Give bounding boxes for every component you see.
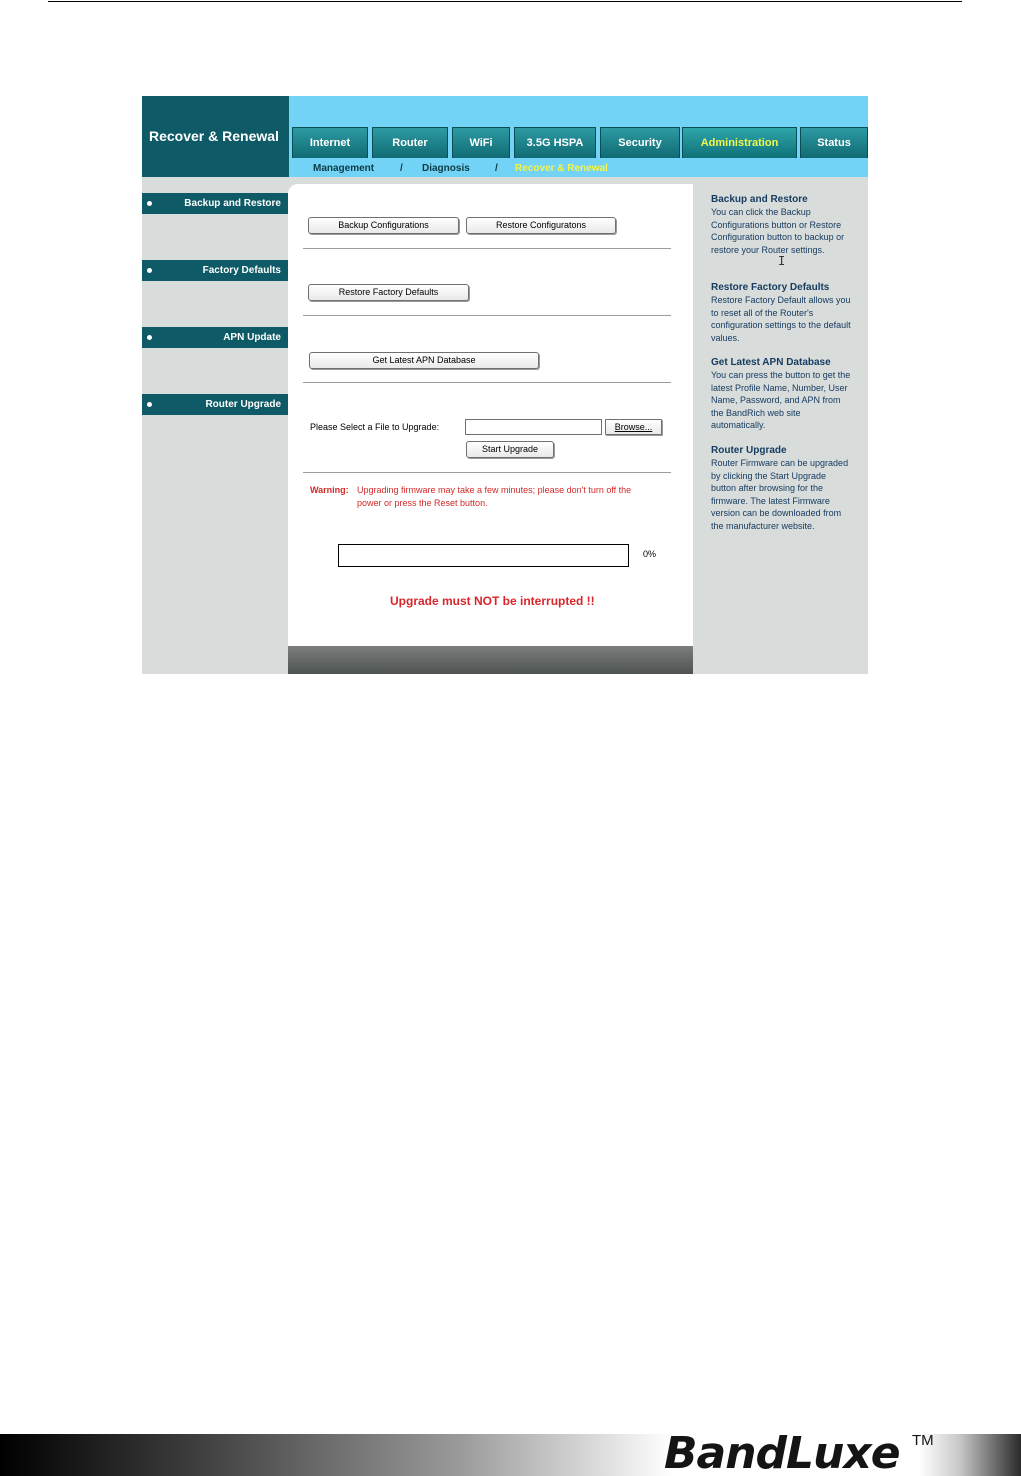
bullet-icon [147,201,152,206]
sidebar-item-label: Router Upgrade [205,399,281,410]
content-footer-bar [288,646,693,674]
restore-configurations-button[interactable]: Restore Configuratons [466,217,616,234]
backup-configurations-button[interactable]: Backup Configurations [308,217,459,234]
file-select-label: Please Select a File to Upgrade: [310,422,440,432]
subnav-recover-renewal[interactable]: Recover & Renewal [515,163,608,174]
bullet-icon [147,402,152,407]
progress-percent: 0% [643,549,657,559]
divider [303,248,671,249]
start-upgrade-button[interactable]: Start Upgrade [466,441,554,458]
warning-text: Upgrading firmware may take a few minutes; please don't turn off the power or press the Reset button. [357,485,632,508]
tab-hspa[interactable]: 3.5G HSPA [514,127,596,158]
subnav-diagnosis[interactable]: Diagnosis [422,163,470,174]
router-admin-screenshot [142,96,868,674]
tab-status[interactable]: Status [800,127,868,158]
tab-internet[interactable]: Internet [292,127,368,158]
upgrade-file-input[interactable] [465,419,602,435]
sidebar-item-label: Factory Defaults [202,265,281,276]
bullet-icon [147,335,152,340]
browse-button[interactable]: Browse... [605,419,662,435]
warning-label: Warning: [310,485,349,495]
subnav-management[interactable]: Management [313,163,375,174]
help-title-backup: Backup and Restore [711,194,808,205]
tab-security[interactable]: Security [600,127,680,158]
help-title-factory: Restore Factory Defaults [711,282,830,293]
tab-router[interactable]: Router [372,127,448,158]
sidebar-item-router-upgrade[interactable] [142,394,288,415]
help-text-factory: Restore Factory Default allows you to reset all of the Router's configuration settings to the default values. [711,295,851,343]
help-text-apn: You can press the button to get the latest Profile Name, Number, User Name, Password, and APN from the BandRich web site automatically. [711,370,851,431]
get-latest-apn-button[interactable]: Get Latest APN Database [309,352,539,369]
section-header-box [142,96,289,177]
upgrade-alert: Upgrade must NOT be interrupted !! [390,594,595,608]
subnav-separator: / [400,163,403,174]
sidebar-item-apn-update[interactable] [142,327,288,348]
sidebar-item-label: APN Update [223,332,281,343]
sidebar-item-label: Backup and Restore [184,198,281,209]
subnav-separator: / [495,163,498,174]
active-pointer-icon [288,192,298,208]
sidebar-item-backup-restore[interactable] [142,193,288,214]
page-top-rule [48,1,962,2]
help-text-upgrade: Router Firmware can be upgraded by clicking the Start Upgrade button after browsing for the firmware. The latest Firmware version can be downloaded from the manufacturer website. [711,458,849,531]
divider [303,472,671,473]
divider [303,382,671,383]
divider [303,315,671,316]
help-title-upgrade: Router Upgrade [711,445,787,456]
bullet-icon [147,268,152,273]
upgrade-progress-bar [338,544,629,567]
section-title: Recover & Renewal [149,128,279,144]
help-title-apn: Get Latest APN Database [711,357,831,368]
sidebar-item-factory-defaults[interactable] [142,260,288,281]
sidebar [142,177,288,674]
upgrade-warning [310,484,632,508]
restore-factory-defaults-button[interactable]: Restore Factory Defaults [308,284,469,301]
tab-wifi[interactable]: WiFi [452,127,510,158]
sub-navigation [289,160,868,177]
bandluxe-logo: BandLuxe [664,1428,900,1476]
help-text-backup: You can click the Backup Configurations button or Restore Configuration button to backup or restore your Router settings. [711,207,845,255]
trademark-mark: TM [912,1432,934,1449]
tab-administration[interactable]: Administration [682,127,797,158]
text-cursor-icon: I [778,254,786,268]
